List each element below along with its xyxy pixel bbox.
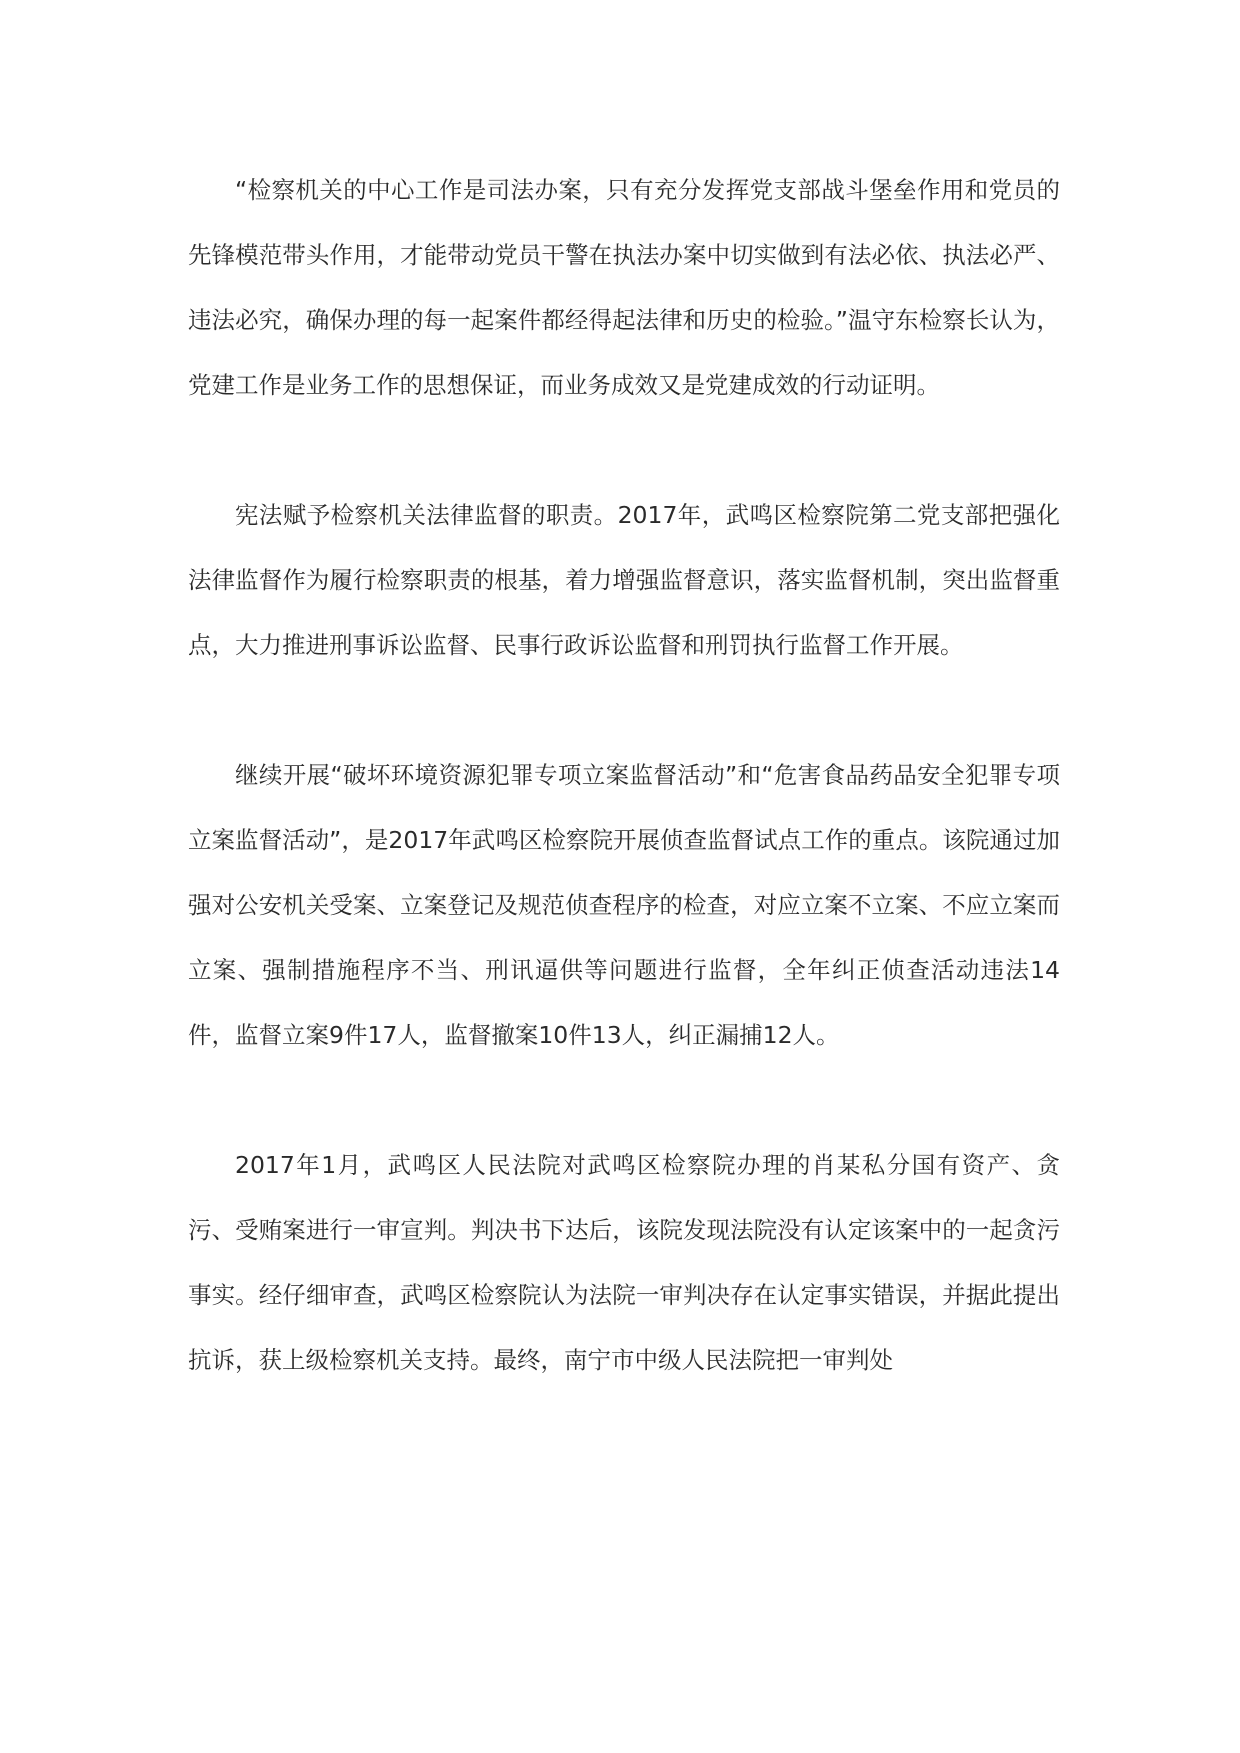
document-body — [188, 158, 1060, 1393]
paragraph-protest-case: 2017年1月，武鸣区人民法院对武鸣区检察院办理的肖某私分国有资产、贪污、受贿案进行一审宣判。判决书下达后，该院发现法院没有认定该案中的一起贪污事实。经仔细审查，武鸣区检察院认为法院一审判决存在认定事实错误，并据此提出抗诉，获上级检察机关支持。最终，南宁市中级人民法院把一审判处 — [188, 1151, 1060, 1374]
paragraph-investigation-supervision: 继续开展“破坏环境资源犯罪专项立案监督活动”和“危害食品药品安全犯罪专项立案监督活动”，是2017年武鸣区检察院开展侦查监督试点工作的重点。该院通过加强对公安机关受案、立案登记及规范侦查程序的检查，对应立案不立案、不应立案而立案、强制措施程序不当、刑讯逼供等问题进行监督，全年纠正侦查活动违法14件，监督立案9件17人，监督撤案10件13人，纠正漏捕12人。 — [188, 761, 1060, 1049]
paragraph-party-building: “检察机关的中心工作是司法办案，只有充分发挥党支部战斗堡垒作用和党员的先锋模范带头作用，才能带动党员干警在执法办案中切实做到有法必依、执法必严、违法必究，确保办理的每一起案件都经得起法律和历史的检验。”温守东检察长认为，党建工作是业务工作的思想保证，而业务成效又是党建成效的行动证明。 — [188, 176, 1060, 399]
paragraph-legal-supervision: 宪法赋予检察机关法律监督的职责。2017年，武鸣区检察院第二党支部把强化法律监督作为履行检察职责的根基，着力增强监督意识，落实监督机制，突出监督重点，大力推进刑事诉讼监督、民事行政诉讼监督和刑罚执行监督工作开展。 — [188, 501, 1060, 659]
